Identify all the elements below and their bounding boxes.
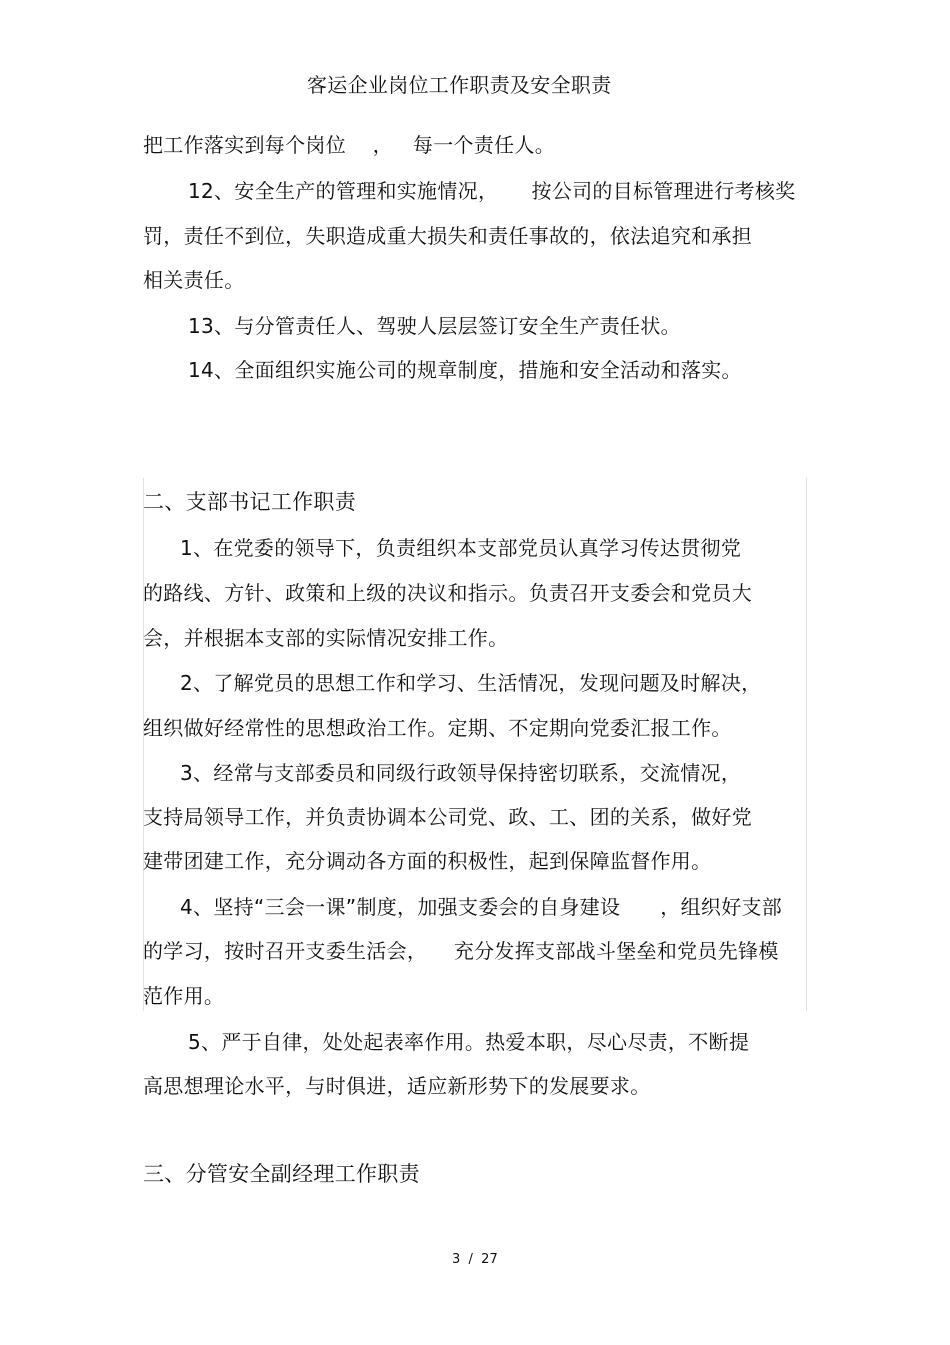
paragraph-line: 高思想理论水平，与时俱进，适应新形势下的发展要求。 bbox=[143, 1074, 651, 1098]
page-title: 客运企业岗位工作职责及安全职责 bbox=[307, 73, 612, 97]
paragraph-line: 建带团建工作，充分调动各方面的积极性，起到保障监督作用。 bbox=[143, 849, 712, 873]
section-heading: 二、支部书记工作职责 bbox=[143, 490, 356, 514]
paragraph-line: 12、安全生产的管理和实施情况， 按公司的目标管理进行考核奖 bbox=[188, 179, 796, 203]
page-number: 3 / 27 bbox=[452, 1252, 498, 1267]
paragraph-line: 14、全面组织实施公司的规章制度，措施和安全活动和落实。 bbox=[188, 358, 742, 382]
paragraph-line: 4、坚持“三会一课”制度，加强支委会的自身建设 ，组织好支部 bbox=[180, 895, 783, 919]
paragraph-line: 的路线、方针、政策和上级的决议和指示。负责召开支委会和党员大 bbox=[143, 581, 752, 605]
paragraph-line: 支持局领导工作，并负责协调本公司党、政、工、团的关系，做好党 bbox=[143, 805, 752, 829]
paragraph-line: 2、了解党员的思想工作和学习、生活情况，发现问题及时解决， bbox=[180, 671, 762, 695]
paragraph-line: 3、经常与支部委员和同级行政领导保持密切联系，交流情况， bbox=[180, 761, 742, 785]
paragraph-line: 范作用。 bbox=[143, 984, 225, 1008]
margin-rule-left bbox=[143, 478, 144, 1011]
paragraph-line: 的学习，按时召开支委生活会， 充分发挥支部战斗堡垒和党员先锋模 bbox=[143, 939, 779, 963]
paragraph-line: 组织做好经常性的思想政治工作。定期、不定期向党委汇报工作。 bbox=[143, 716, 732, 740]
section-heading: 三、分管安全副经理工作职责 bbox=[143, 1162, 420, 1186]
paragraph-line: 13、与分管责任人、驾驶人层层签订安全生产责任状。 bbox=[188, 314, 681, 338]
paragraph-line: 相关责任。 bbox=[143, 268, 245, 292]
paragraph-line: 罚，责任不到位，失职造成重大损失和责任事故的，依法追究和承担 bbox=[143, 224, 752, 248]
margin-rule-right bbox=[806, 478, 807, 1011]
paragraph-line: 5、严于自律，处处起表率作用。热爱本职，尽心尽责，不断提 bbox=[188, 1030, 750, 1054]
paragraph-line: 会，并根据本支部的实际情况安排工作。 bbox=[143, 626, 509, 650]
paragraph-line: 1、在党委的领导下，负责组织本支部党员认真学习传达贯彻党 bbox=[180, 536, 742, 560]
paragraph-line: 把工作落实到每个岗位 ， 每一个责任人。 bbox=[143, 133, 556, 157]
